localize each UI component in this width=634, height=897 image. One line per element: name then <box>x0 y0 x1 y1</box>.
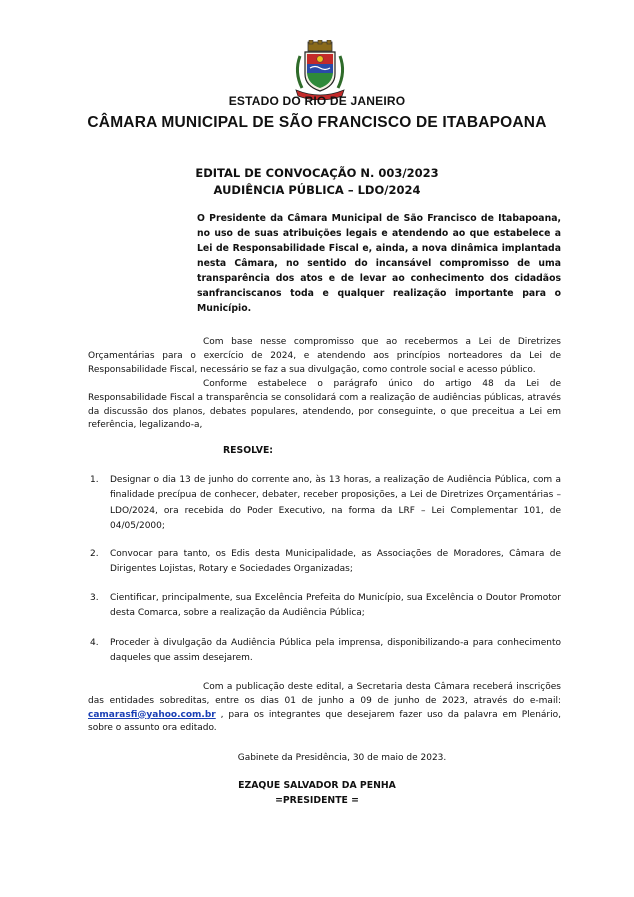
list-item-number: 4. <box>90 638 99 648</box>
list-item-text: Proceder à divulgação da Audiência Pública pela imprensa, disponibilizando-a para conhecimento daqueles que assim desejarem. <box>110 638 561 664</box>
edital-subject: AUDIÊNCIA PÚBLICA – LDO/2024 <box>213 183 421 197</box>
signatory-title: =PRESIDENTE = <box>275 795 359 806</box>
body-paragraph-1 <box>88 336 561 377</box>
edital-number: EDITAL DE CONVOCAÇÃO N. 003/2023 <box>195 166 439 180</box>
body-paragraph-2-text: Conforme estabelece o parágrafo único do artigo 48 da Lei de Responsabilidade Fiscal a transparência se consolidará com a realização de audiências públicas, através da discussão dos planos, debates populares, atendendo, por conseguinte, o que preceitua a Lei em referência, legalizando-a, <box>88 379 561 431</box>
list-item-number: 3. <box>90 593 99 603</box>
state-heading: ESTADO DO RIO DE JANEIRO <box>228 94 406 108</box>
closing-paragraph <box>88 681 561 736</box>
closing-text-after: , para os integrantes que desejarem fazer uso da palavra em Plenário, sobre o assunto ora editado. <box>88 709 561 734</box>
closing-text-before: Com a publicação deste edital, a Secretaria desta Câmara receberá inscrições das entidades sobreditas, entre os dias 01 de junho a 09 de junho de 2023, através do e-mail: <box>88 682 561 706</box>
list-item-number: 2. <box>90 549 99 559</box>
body-paragraph-2 <box>88 378 561 433</box>
list-item-text: Designar o dia 13 de junho do corrente ano, às 13 horas, a realização de Audiência Pública, com a finalidade precípua de conhecer, debater, receber proposições, a Lei de Diretrizes Orçamentárias – LDO/2024, ora recebida do Poder Executivo, na forma da LRF – Lei Complementar 101, de 04/05/2000; <box>110 475 561 532</box>
email-link[interactable]: camarasfi@yahoo.com.br <box>88 709 216 720</box>
resolve-heading: RESOLVE: <box>223 445 274 456</box>
list-item <box>90 473 561 535</box>
list-item <box>90 547 561 578</box>
list-item-text: Convocar para tanto, os Edis desta Municipalidade, as Associações de Moradores, Câmara de Dirigentes Lojistas, Rotary e Sociedades Organizadas; <box>110 549 561 575</box>
coat-of-arms-icon <box>292 40 348 100</box>
list-item-text: Cientificar, principalmente, sua Excelência Prefeita do Município, sua Excelência o Doutor Promotor desta Comarca, sobre a realização da Audiência Pública; <box>110 593 561 619</box>
dateline: Gabinete da Presidência, 30 de maio de 2023. <box>237 753 447 763</box>
signatory-name: EZAQUE SALVADOR DA PENHA <box>238 780 396 791</box>
list-item <box>90 591 561 622</box>
body-paragraph-1-text: Com base nesse compromisso que ao recebermos a Lei de Diretrizes Orçamentárias para o exercício de 2024, e atendendo aos princípios norteadores da Lei de Responsabilidade Fiscal, necessário se faz a sua divulgação, como controle social e acesso público. <box>88 337 561 375</box>
list-item <box>90 636 561 667</box>
edital-title <box>0 165 634 199</box>
list-item-number: 1. <box>90 475 99 485</box>
preamble-paragraph: O Presidente da Câmara Municipal de São Francisco de Itabapoana, no uso de suas atribuições legais e atendendo ao que estabelece a Lei de Responsabilidade Fiscal e, ainda, a nova dinâmica implantada nesta Câmara, no sentido do incansável compromisso de uma transparência dos atos e de levar ao conhecimento dos cidadãos sanfranciscanos toda e qualquer realização importante para o Município. <box>197 213 561 314</box>
chamber-heading: CÂMARA MUNICIPAL DE SÃO FRANCISCO DE ITABAPOANA <box>87 114 547 131</box>
